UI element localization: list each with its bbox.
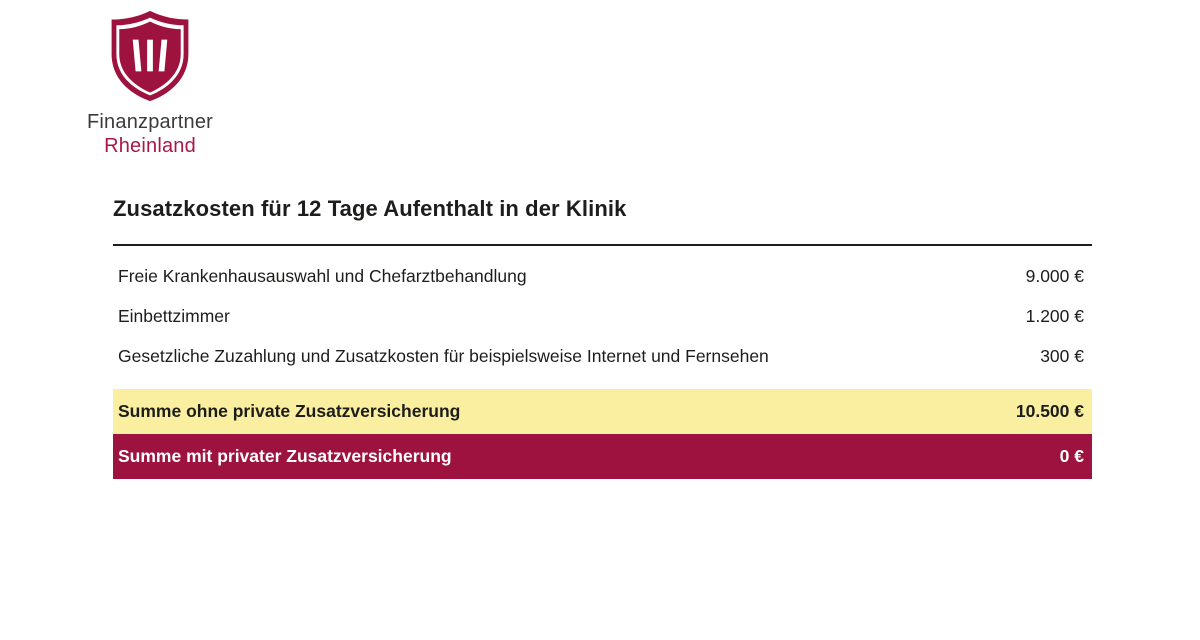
table-row bbox=[113, 296, 1092, 336]
table-row-value: 1.200 € bbox=[1025, 305, 1084, 326]
brand-name-line1: Finanzpartner bbox=[87, 111, 213, 133]
brand-logo bbox=[40, 8, 260, 159]
table-row-label: Gesetzliche Zuzahlung und Zusatzkosten für beispielsweise Internet und Fernsehen bbox=[118, 345, 769, 366]
shield-icon bbox=[102, 8, 198, 104]
summary-with-value: 0 € bbox=[1059, 446, 1084, 466]
brand-wordmark bbox=[40, 110, 260, 159]
table-body bbox=[113, 256, 1092, 479]
cost-table bbox=[113, 196, 1092, 479]
summary-with-label: Summe mit privater Zusatzversicherung bbox=[118, 446, 452, 466]
table-row bbox=[113, 336, 1092, 376]
table-row-label: Einbettzimmer bbox=[118, 305, 230, 326]
table-row-value: 300 € bbox=[1040, 345, 1084, 366]
summary-row-with-insurance bbox=[113, 434, 1092, 479]
summary-row-without-insurance bbox=[113, 389, 1092, 434]
table-row-label: Freie Krankenhausauswahl und Chefarztbehandlung bbox=[118, 265, 527, 286]
brand-name-line2: Rheinland bbox=[104, 135, 196, 158]
table-row-value: 9.000 € bbox=[1025, 265, 1084, 286]
table-row bbox=[113, 256, 1092, 296]
table-top-divider bbox=[113, 244, 1092, 246]
summary-without-value: 10.500 € bbox=[1015, 401, 1084, 421]
summary-without-label: Summe ohne private Zusatzversicherung bbox=[118, 401, 461, 421]
page-title: Zusatzkosten für 12 Tage Aufenthalt in der Klinik bbox=[113, 196, 627, 221]
